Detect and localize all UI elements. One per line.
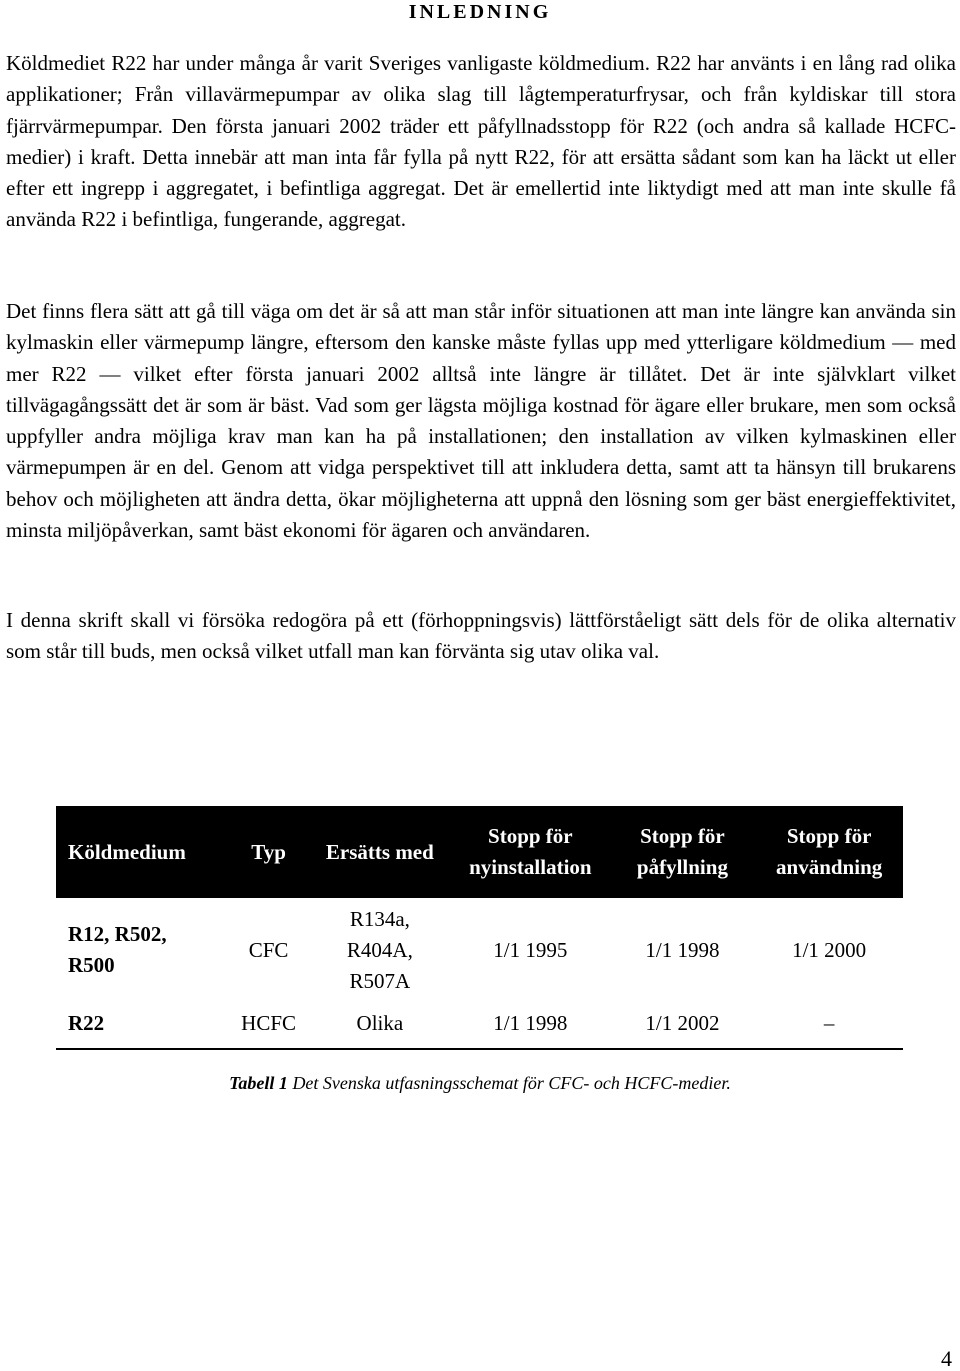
paragraph-1: Köldmediet R22 har under många år varit Sveriges vanligaste köldmedium. R22 har använts i en lång rad olika applikationer; Från villavärmepumpar av olika slag till lågtemperaturfrysar, och från kyldiskar till stora fjärrvärmepumpar. Den första januari 2002 träder ett påfyllnadsstopp för R22 (och andra så kallade HCFC-medier) i kraft. Detta innebär att man inta får fylla på nytt R22, för att ersätta sådant som kan ha läckt ut eller efter ett ingrepp i aggregatet, i befintliga aggregat. Det är emellertid inte liktydigt med att man inte skulle få använda R22 i befintliga, fungerande, aggregat. xyxy=(6,51,956,232)
cell-stop-new: 1/1 1995 xyxy=(493,937,568,962)
header-stop-refill: Stopp för påfyllning xyxy=(610,806,756,898)
table-row xyxy=(56,898,903,1002)
table-caption xyxy=(0,1070,960,1096)
cell-stop-use: 1/1 2000 xyxy=(792,937,867,962)
header-replaced-by: Ersätts med xyxy=(309,806,451,898)
cell-stop-use: – xyxy=(823,1010,835,1035)
caption-text: Det Svenska utfasningsschemat för CFC- och HCFC-medier. xyxy=(287,1073,731,1093)
cell-stop-refill: 1/1 1998 xyxy=(645,937,720,962)
paragraph-3: I denna skrift skall vi försöka redogöra på ett (förhoppningsvis) lättförståeligt sätt dels för de olika alternativ som står till buds, men också vilket utfall man kan förvänta sig utav olika val. xyxy=(6,608,956,664)
header-stop-use: Stopp för användning xyxy=(755,806,903,898)
cell-type: CFC xyxy=(248,937,289,962)
table-header-row xyxy=(56,806,903,898)
page-number: 4 xyxy=(941,1346,952,1371)
cell-replaced-by: Olika xyxy=(356,1010,404,1035)
section-heading: INLEDNING xyxy=(408,1,552,23)
cell-stop-refill: 1/1 2002 xyxy=(645,1010,720,1035)
cell-replaced-by: R134a, R404A, R507A xyxy=(346,906,413,993)
cell-medium: R12, R502, R500 xyxy=(68,922,167,977)
paragraph-2: Det finns flera sätt att gå till väga om det är så att man står inför situationen att man inte längre kan använda sin kylmaskin eller värmepump längre, eftersom den kanske måste fyllas upp med ytterligare köldmedium — med mer R22 — vilket efter första januari 2002 alltså inte längre är tillåtet. Det är inte självklart vilket tillvägagångssätt det är som är bäst. Vad som ger lägsta möjliga kostnad för ägare eller brukare, men som också uppfyller andra möjliga krav man kan ha på installationen; den installation av vilken kylmaskinen eller värmepumpen är en del. Genom att vidga perspektivet till att inkludera detta, samt att ta hänsyn till brukarens behov och möjligheten att ändra detta, ökar möjligheterna att uppnå den lösning som ger bäst energieffektivitet, minsta miljöpåverkan, samt bäst ekonomi för ägaren och användaren. xyxy=(6,299,956,543)
cell-type: HCFC xyxy=(241,1010,297,1035)
header-stop-new-install: Stopp för nyinstallation xyxy=(451,806,609,898)
cell-medium: R22 xyxy=(68,1010,105,1035)
header-type: Typ xyxy=(229,806,309,898)
phaseout-table xyxy=(56,806,903,1050)
cell-stop-new: 1/1 1998 xyxy=(493,1010,568,1035)
caption-label: Tabell 1 xyxy=(229,1073,288,1093)
header-medium: Köldmedium xyxy=(56,806,229,898)
table-row xyxy=(56,1002,903,1049)
